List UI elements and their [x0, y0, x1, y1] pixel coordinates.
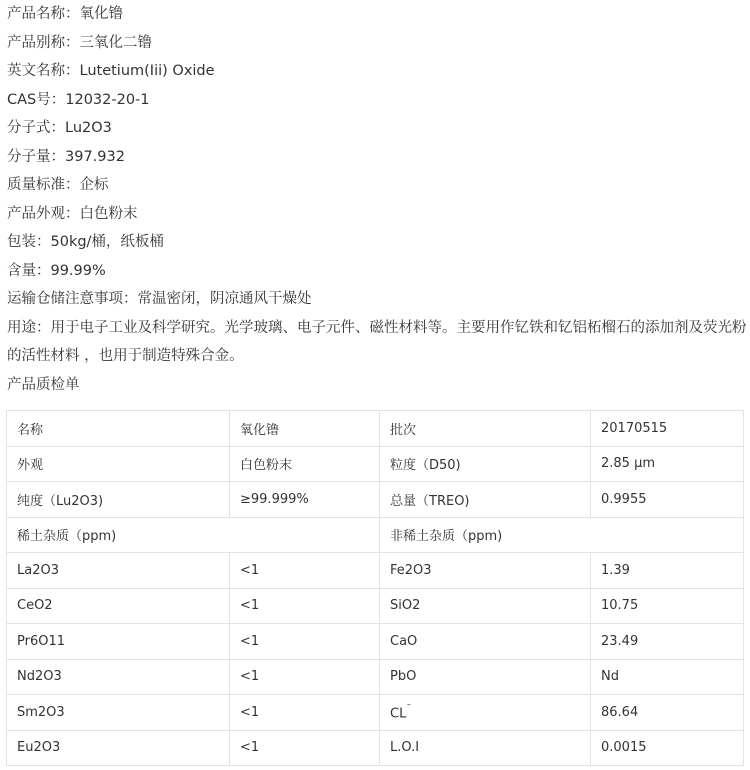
rare-earth-impurities-header: 稀土杂质（ppm) — [7, 517, 380, 553]
product-info — [7, 0, 747, 399]
table-section-row — [7, 517, 744, 553]
table-row — [7, 482, 744, 518]
packaging-line: 包装：50kg/桶，纸板桶 — [7, 234, 164, 250]
table-cell: 总量（TREO) — [380, 482, 591, 518]
table-cell: 23.49 — [591, 624, 744, 660]
table-row — [7, 730, 744, 766]
table-cell: Nd2O3 — [7, 659, 230, 695]
table-cell: 白色粉末 — [230, 446, 380, 482]
table-cell: CaO — [380, 624, 591, 660]
table-cell: <1 — [230, 659, 380, 695]
table-cell: 86.64 — [591, 695, 744, 731]
usage-line: 用途：用于电子工业及科学研究。光学玻璃、电子元件、磁性材料等。主要用作钇铁和钇铝柘榴石的添加剂及荧光粉的活性材料 ，也用于制造特殊合金。 — [7, 319, 747, 364]
table-cell: <1 — [230, 553, 380, 589]
molecular-weight-line: 分子量：397.932 — [7, 148, 125, 165]
content-line: 含量：99.99% — [7, 262, 106, 279]
table-cell: 粒度（D50) — [380, 446, 591, 482]
table-cell: SiO2 — [380, 588, 591, 624]
molecular-formula-line: 分子式：Lu2O3 — [7, 120, 112, 136]
non-rare-earth-impurities-header: 非稀土杂质（ppm) — [380, 517, 744, 553]
table-cell: Nd — [591, 659, 744, 695]
table-cell: 10.75 — [591, 588, 744, 624]
table-cell: Eu2O3 — [7, 730, 230, 766]
table-cell: 20170515 — [591, 411, 744, 447]
table-cell: <1 — [230, 695, 380, 731]
chloride-charge-mark: ¯ — [406, 703, 412, 715]
table-row — [7, 624, 744, 660]
table-cell: ≥99.999% — [230, 482, 380, 518]
table-cell: Fe2O3 — [380, 553, 591, 589]
table-row — [7, 553, 744, 589]
qc-sheet-title: 产品质检单 — [7, 376, 80, 393]
table-row — [7, 446, 744, 482]
table-cell: 氧化镥 — [230, 411, 380, 447]
table-cell: 1.39 — [591, 553, 744, 589]
table-cell: PbO — [380, 659, 591, 695]
table-row — [7, 411, 744, 447]
table-cell: 2.85 μm — [591, 446, 744, 482]
qc-table — [6, 410, 744, 766]
table-cell: 名称 — [7, 411, 230, 447]
table-cell — [380, 695, 591, 731]
table-cell: <1 — [230, 588, 380, 624]
table-cell: L.O.I — [380, 730, 591, 766]
table-cell: Pr6O11 — [7, 624, 230, 660]
quality-standard-line: 质量标准：企标 — [7, 177, 109, 193]
table-cell: 外观 — [7, 446, 230, 482]
appearance-line: 产品外观：白色粉末 — [7, 205, 138, 222]
table-cell: Sm2O3 — [7, 695, 230, 731]
table-cell: La2O3 — [7, 553, 230, 589]
product-name-line: 产品名称：氧化镥 — [7, 6, 123, 22]
table-cell: <1 — [230, 624, 380, 660]
table-row — [7, 695, 744, 731]
chloride-label: CL — [390, 705, 407, 721]
table-cell: 0.9955 — [591, 482, 744, 518]
table-cell: 0.0015 — [591, 730, 744, 766]
table-cell: 批次 — [380, 411, 591, 447]
cas-number-line: CAS号：12032-20-1 — [7, 91, 150, 108]
table-row — [7, 588, 744, 624]
english-name-line: 英文名称：Lutetium(Iii) Oxide — [7, 63, 215, 79]
table-cell: CeO2 — [7, 588, 230, 624]
table-cell: <1 — [230, 730, 380, 766]
table-row — [7, 659, 744, 695]
product-alias-line: 产品别称：三氧化二镥 — [7, 34, 152, 51]
storage-line: 运输仓储注意事项：常温密闭，阴凉通风干燥处 — [7, 291, 312, 307]
table-cell: 纯度（Lu2O3) — [7, 482, 230, 518]
